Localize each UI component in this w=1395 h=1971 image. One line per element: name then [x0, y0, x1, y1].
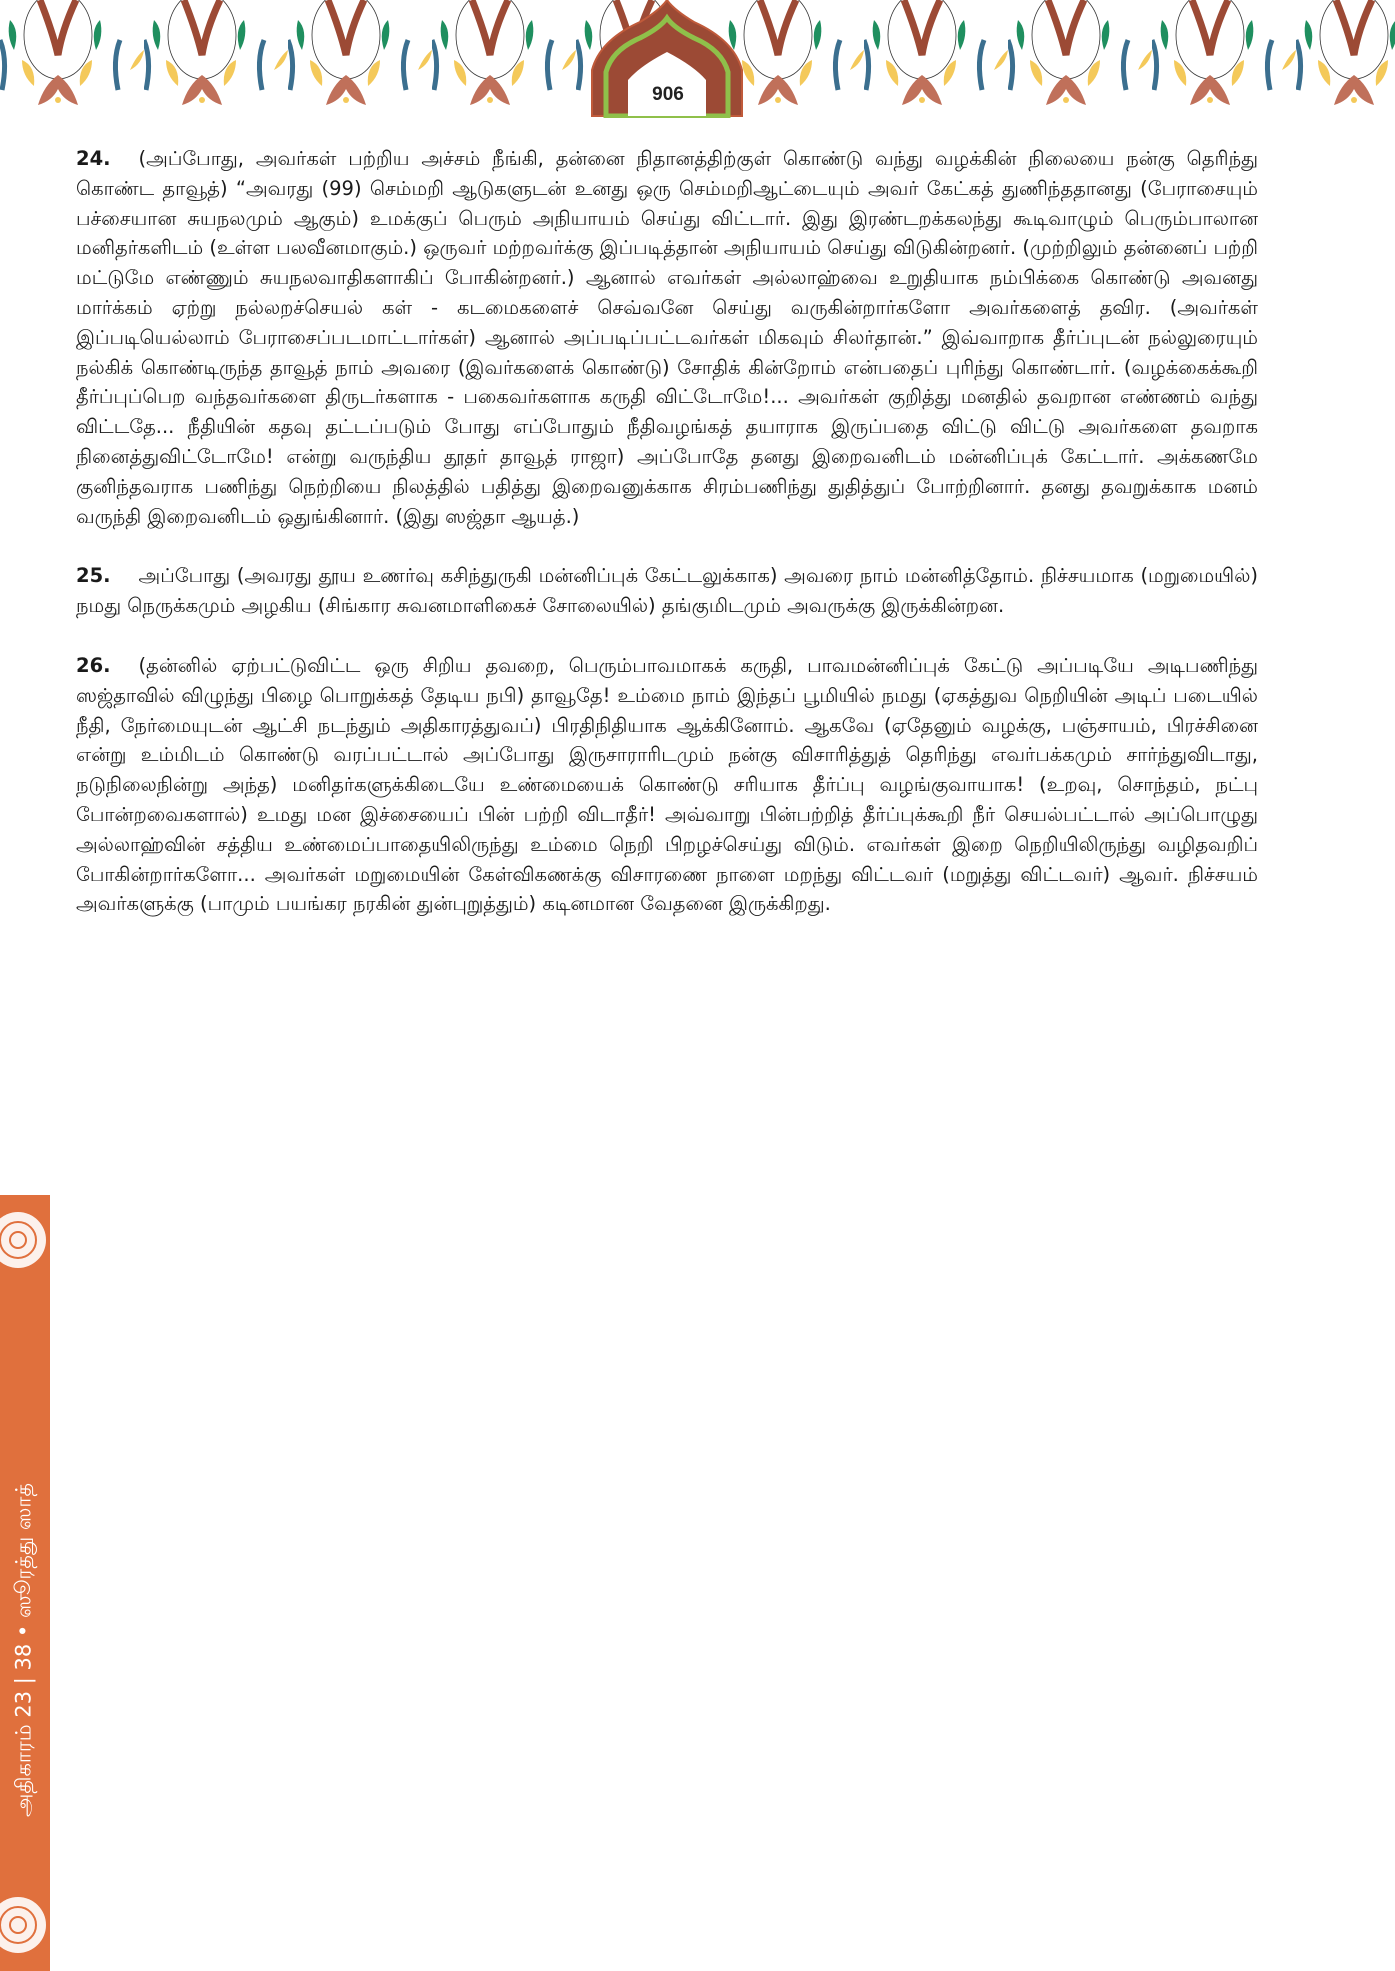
- page-number: 906: [652, 84, 684, 105]
- sidebar-ornament-icon: [0, 1880, 50, 1970]
- verse-number: 26.: [76, 653, 111, 677]
- chapter-label: அதிகாரம் 23 | 38 • ஸூரத்து ஸாத்: [11, 1482, 36, 1818]
- verse-number: 25.: [76, 564, 111, 588]
- sidebar-ornament-icon: [0, 1195, 50, 1285]
- verse-number: 24.: [76, 147, 111, 170]
- verse-25: [76, 561, 1258, 621]
- verse-content: [76, 144, 1258, 949]
- verse-26: [76, 651, 1258, 919]
- verse-24: [76, 144, 1258, 531]
- verse-text: (தன்னில் ஏற்பட்டுவிட்ட ஒரு சிறிய தவறை, பெரும்பாவமாகக் கருதி, பாவமன்னிப்புக் கேட்டு அப்படியே அடிபணிந்து ஸஜ்தாவில் விழுந்து பிழை பொறுக்கத் தேடிய நபி) தாவூதே! உம்மை நாம் இந்தப் பூமியில் நமது (ஏகத்துவ நெறியின் அடிப் படையில் நீதி, நேர்மையுடன் ஆட்சி நடந்தும் அதிகாரத்துவப்) பிரதிநிதியாக ஆக்கினோம். ஆகவே (ஏதேனும் வழக்கு, பஞ்சாயம், பிரச்சினை என்று உம்மிடம் கொண்டு வரப்பட்டால் அப்போது இருசாராரிடமும் நன்கு விசாரித்துத் தெரிந்து எவர்பக்கமும் சார்ந்துவிடாது, நடுநிலைநின்று அந்த) மனிதர்களுக்கிடையே உண்மையைக் கொண்டு சரியாக தீர்ப்பு வழங்குவாயாக! (உறவு, சொந்தம், நட்பு போன்றவைகளால்) உமது மன இச்சையைப் பின் பற்றி விடாதீர்! அவ்வாறு பின்பற்றித் தீர்ப்புக்கூறி நீர் செயல்பட்டால் அப்பொழுது அல்லாஹ்வின் சத்திய உண்மைப்பாதையிலிருந்து உம்மை நெறி பிறழச்செய்து விடும். எவர்கள் இறை நெறியிலிருந்து வழிதவறிப் போகின்றார்களோ... அவர்கள் மறுமையின் கேள்விகணக்கு விசாரணை நாளை மறந்து விட்டவர் (மறுத்து விட்டவர்) ஆவர். நிச்சயம் அவர்களுக்கு (பாமும் பயங்கர நரகின் துன்புறுத்தும்) கடினமான வேதனை இருக்கிறது.: [76, 653, 1258, 916]
- verse-text: (அப்போது, அவர்கள் பற்றிய அச்சம் நீங்கி, தன்னை நிதானத்திற்குள் கொண்டு வந்து வழக்கின் நிலையை நன்கு தெரிந்து கொண்ட தாவூத்) “அவரது (99) செம்மறி ஆடுகளுடன் உனது ஒரு செம்மறிஆட்டையும் அவர் கேட்கத் துணிந்ததானது (பேராசையும் பச்சையான சுயநலமும் ஆகும்) உமக்குப் பெரும் அநியாயம் செய்து விட்டார். இது இரண்டறக்கலந்து கூடிவாழும் பெரும்பாலான மனிதர்களிடம் (உள்ள பலவீனமாகும்.) ஒருவர் மற்றவர்க்கு இப்படித்தான் அநியாயம் செய்து விடுகின்றனர். (முற்றிலும் தன்னைப் பற்றி மட்டுமே எண்ணும் சுயநலவாதிகளாகிப் போகின்றனர்.) ஆனால் எவர்கள் அல்லாஹ்வை உறுதியாக நம்பிக்கை கொண்டு அவனது மார்க்கம் ஏற்று நல்லறச்செயல் கள் - கடமைகளைச் செவ்வனே செய்து வருகின்றார்களோ அவர்களைத் தவிர. (அவர்கள் இப்படியெல்லாம் பேராசைப்படமாட்டார்கள்) ஆனால் அப்படிப்பட்டவர்கள் மிகவும் சிலர்தான்.” இவ்வாறாக தீர்ப்புடன் நல்லுரையும் நல்கிக் கொண்டிருந்த தாவூத் நாம் அவரை (இவர்களைக் கொண்டு) சோதிக் கின்றோம் என்பதைப் புரிந்து கொண்டார். (வழக்கைக்கூறி தீர்ப்புப்பெற வந்தவர்களை திருடர்களாக - பகைவர்களாக கருதி விட்டோமே!... அவர்கள் குறித்து மனதில் தவறான எண்ணம் வந்து விட்டதே... நீதியின் கதவு தட்டப்படும் போது எப்போதும் நீதிவழங்கத் தயாராக இருப்பதை விட்டு விட்டு அவர்களை தவறாக நினைத்துவிட்டோமே! என்று வருந்திய தூதர் தாவூத் ராஜா) அப்போதே தனது இறைவனிடம் மன்னிப்புக் கேட்டார். அக்கணமே குனிந்தவராக பணிந்து நெற்றியை நிலத்தில் பதித்து இறைவனுக்காக சிரம்பணிந்து துதித்துப் போற்றினார். தனது தவறுக்காக மனம் வருந்தி இறைவனிடம் ஒதுங்கினார். (இது ஸஜ்தா ஆயத்.): [76, 147, 1258, 528]
- verse-text: அப்போது (அவரது தூய உணர்வு கசிந்துருகி மன்னிப்புக் கேட்டலுக்காக) அவரை நாம் மன்னித்தோம். நிச்சயமாக (மறுமையில்) நமது நெருக்கமும் அழகிய (சிங்கார சுவனமாளிகைச் சோலையில்) தங்குமிடமும் அவருக்கு இருக்கின்றன.: [76, 564, 1258, 618]
